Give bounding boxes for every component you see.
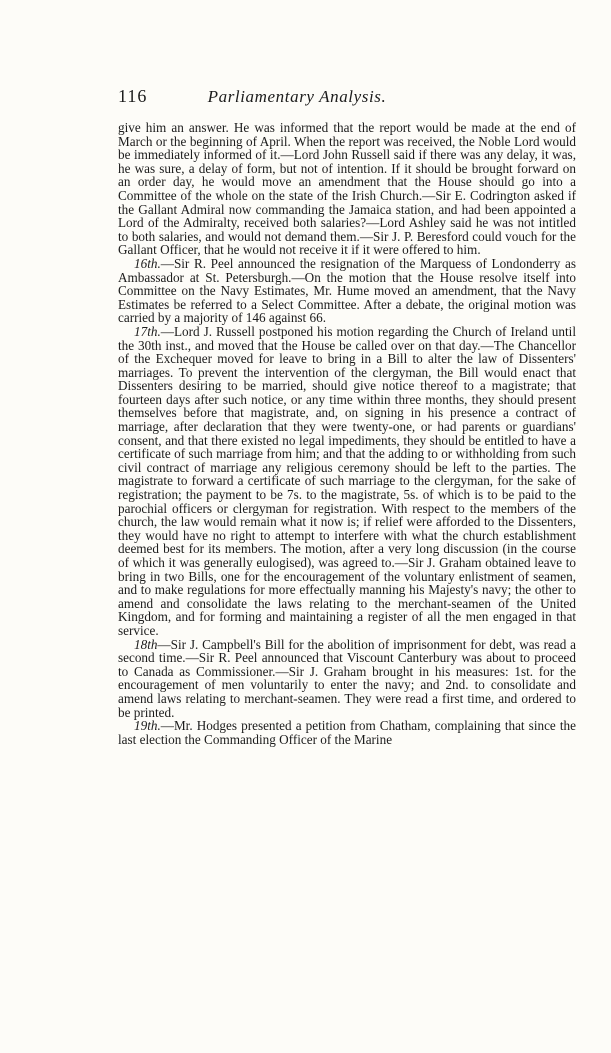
paragraph-text: —Sir J. Campbell's Bill for the abolition of imprisonment for debt, was read a second time.—Sir R. Peel announced that Viscount Canterbury was about to proceed to Canada as Commissioner.—Sir J. Graham brought in his measures: 1st. for the encouragement of men voluntarily to enter the navy; and 2nd. to consolidate and amend laws relating to merchant-seamen. They were read a first time, and ordered to be printed. — [118, 636, 576, 720]
paragraph-date: 19th. — [134, 718, 161, 734]
paragraph-date: 18th — [134, 636, 158, 652]
paragraph-text: give him an answer. He was informed that the report would be made at the end of March or the beginning of April. When the report was received, the Noble Lord would be immediately informed of it.—Lord John Russell said if there was any delay, it was, he was sure, a delay of form, but not of intention. If it should be brought forward on an order day, he would move an amendment that the House should go into a Committee of the whole on the state of the Irish Church.—Sir E. Codrington asked if the Gallant Admiral now commanding the Jamaica station, and had been appointed a Lord of the Admiralty, received both salaries?—Lord Ashley said he was not intitled to both salaries, and would not demand them.—Sir J. P. Beresford could vouch for the Gallant Officer, that he would not receive it if it were offered to him. — [118, 120, 576, 258]
paragraph-19th — [118, 719, 576, 746]
paragraph-date: 16th. — [134, 255, 161, 271]
paragraph-text: —Lord J. Russell postponed his motion regarding the Church of Ireland until the 30th inst., and moved that the House be called over on that day.—The Chancellor of the Exchequer moved for leave to bring in a Bill to alter the law of Dissenters' marriages. To prevent the intervention of the clergyman, the Bill would enact that Dissenters desiring to be married, should give notice thereof to a magistrate; that fourteen days after such notice, or any time within three months, they should present themselves before that magistrate, and, on signing in his presence a contract of marriage, after declaration that they were twenty-one, or had parents or guardians' consent, and that there existed no legal impediments, they should be entitled to have a certificate of such marriage from him; and that the adding to or withholding from such civil contract of marriage any religious ceremony should be left to the parties. The magistrate to forward a certificate of such marriage to the clergyman, for the sake of registration; the payment to be 7s. to the magistrate, 5s. of which is to be paid to the parochial officers or clergyman for registration. With respect to the members of the church, the law would remain what it now is; if relief were afforded to the Dissenters, they would have no right to attempt to interfere with what the church establishment deemed best for its members. The motion, after a very long discussion (in the course of which it was generally eulogised), was agreed to.—Sir J. Graham obtained leave to bring in two Bills, one for the encouragement of the voluntary enlistment of seamen, and to make regulations for more effectually manning his Majesty's navy; the other to amend and consolidate the laws relating to the merchant-seamen of the United Kingdom, and for forming and maintaining a register of all the men engaged in that service. — [118, 323, 576, 638]
page-body — [118, 121, 576, 746]
paragraph-continuation — [118, 121, 576, 257]
paragraph-16th — [118, 257, 576, 325]
paragraph-18th — [118, 638, 576, 720]
paragraph-date: 17th. — [134, 323, 161, 339]
page-number: 116 — [118, 86, 148, 106]
paragraph-text: —Sir R. Peel announced the resignation of the Marquess of Londonderry as Ambassador at St. Petersburgh.—On the motion that the House resolve itself into Committee on the Navy Estimates, Mr. Hume moved an amendment, that the Navy Estimates be referred to a Select Committee. After a debate, the original motion was carried by a majority of 146 against 66. — [118, 255, 576, 326]
paragraph-text: —Mr. Hodges presented a petition from Chatham, complaining that since the last election the Commanding Officer of the Marine — [118, 718, 576, 747]
page-header — [118, 86, 476, 108]
running-title: Parliamentary Analysis. — [207, 87, 387, 106]
paragraph-17th — [118, 325, 576, 638]
